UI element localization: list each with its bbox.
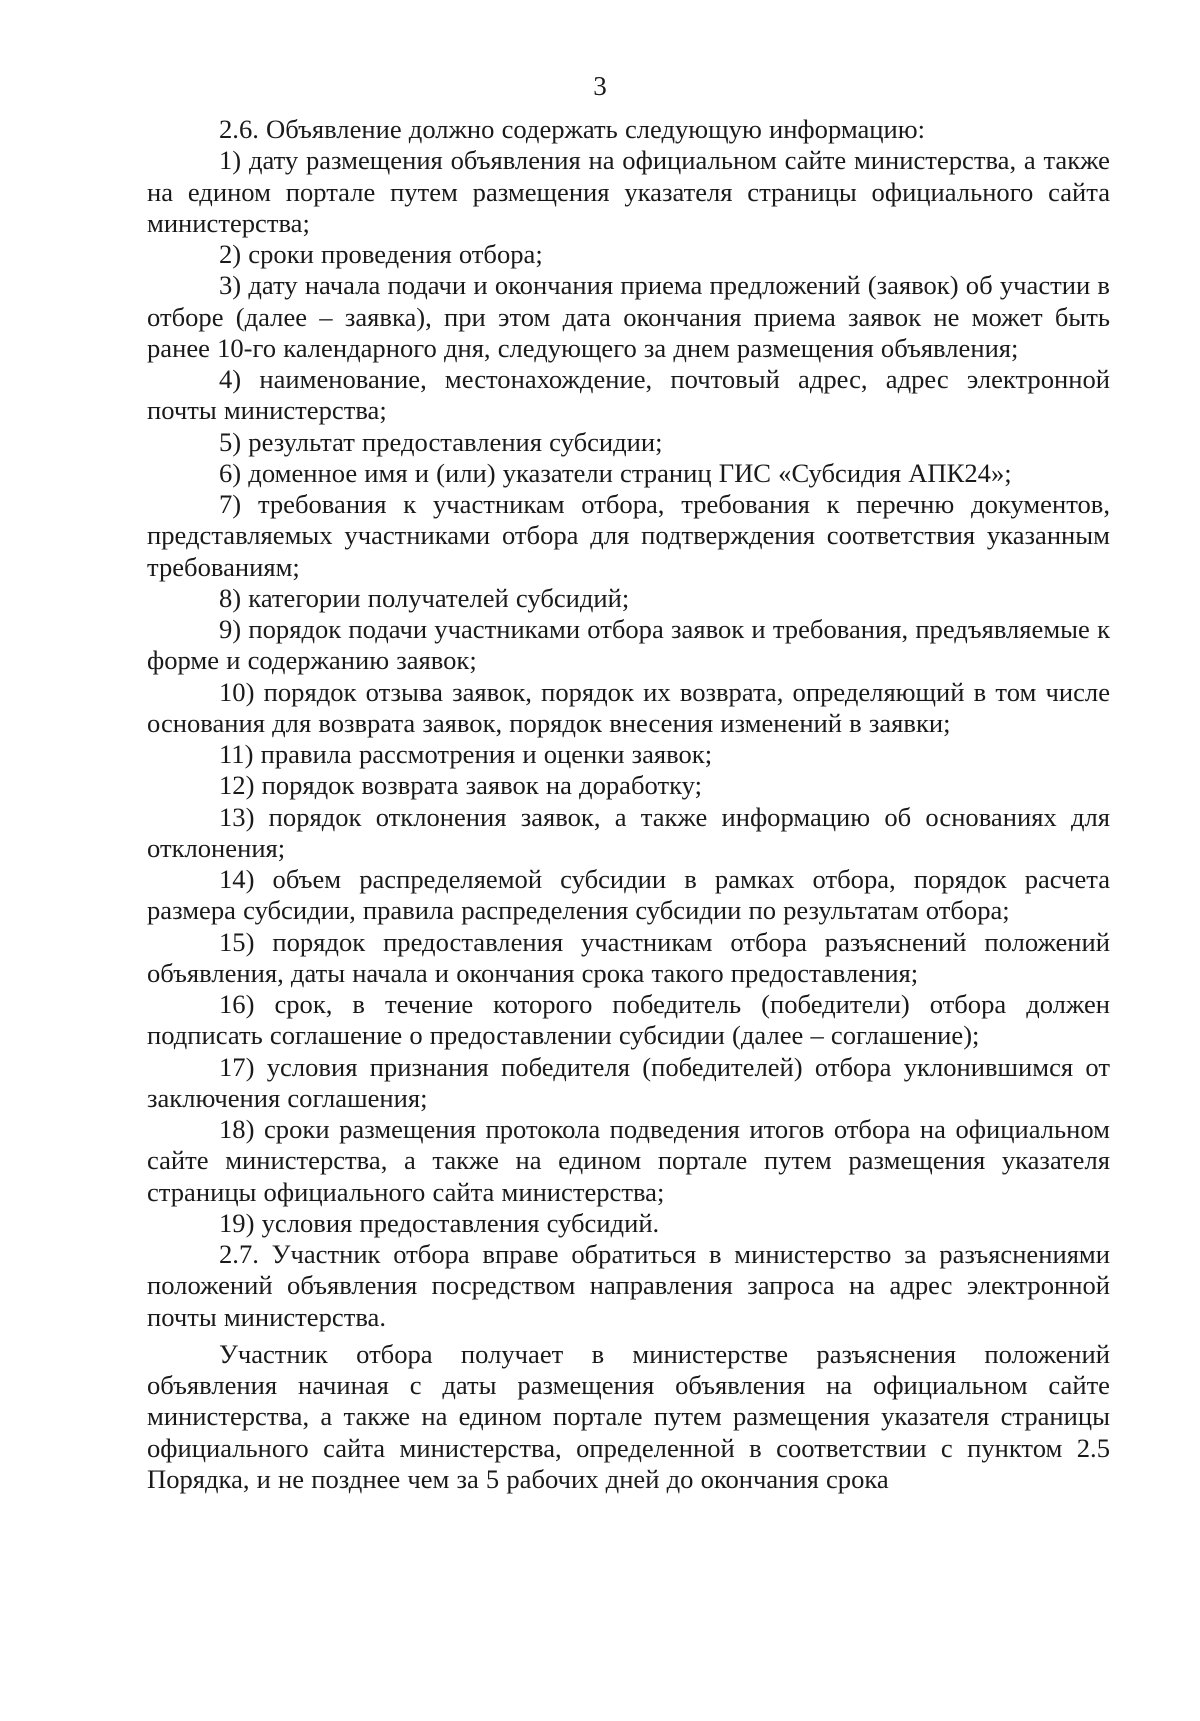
page-number: 3 xyxy=(593,71,607,101)
list-item-18: 18) сроки размещения протокола подведения итогов отбора на официальном сайте министерства, а также на едином портале путем размещения указателя страницы официального сайта министерства; xyxy=(147,1114,1110,1207)
list-item-15: 15) порядок предоставления участникам отбора разъяснений положений объявления, даты начала и окончания срока такого предоставления; xyxy=(147,926,1110,988)
list-item-3: 3) дату начала подачи и окончания приема предложений (заявок) об участии в отборе (далее – заявка), при этом дата окончания приема заявок не может быть ранее 10-го календарного дня, следующего за днем размещения объявления; xyxy=(147,270,1110,363)
list-item-17: 17) условия признания победителя (победителей) отбора уклонившимся от заключения соглашения; xyxy=(147,1051,1110,1113)
list-item-1: 1) дату размещения объявления на официальном сайте министерства, а также на едином портале путем размещения указателя страницы официального сайта министерства; xyxy=(147,145,1110,238)
list-item-5: 5) результат предоставления субсидии; xyxy=(219,426,663,457)
list-item-4: 4) наименование, местонахождение, почтовый адрес, адрес электронной почты министерства; xyxy=(147,364,1110,426)
list-item-7: 7) требования к участникам отбора, требования к перечню документов, представляемых участниками отбора для подтверждения соответствия указанным требованиям; xyxy=(147,489,1110,582)
list-item-10: 10) порядок отзыва заявок, порядок их возврата, определяющий в том числе основания для возврата заявок, порядок внесения изменений в заявки; xyxy=(147,676,1110,738)
list-item-8: 8) категории получателей субсидий; xyxy=(219,582,630,613)
paragraph-2-7: 2.7. Участник отбора вправе обратиться в министерство за разъяснениями положений объявления посредством направления запроса на адрес электронной почты министерства. xyxy=(147,1239,1110,1332)
paragraph-clarifications: Участник отбора получает в министерстве разъяснения положений объявления начиная с даты размещения объявления на официальном сайте министерства, а также на едином портале путем размещения указателя страницы официального сайта министерства, определенной в соответствии с пунктом 2.5 Порядка, и не позднее чем за 5 рабочих дней до окончания срока xyxy=(147,1338,1110,1494)
paragraph-2-6: 2.6. Объявление должно содержать следующую информацию: xyxy=(219,114,926,144)
list-item-6: 6) доменное имя и (или) указатели страниц ГИС «Субсидия АПК24»; xyxy=(219,457,1012,488)
list-item-9: 9) порядок подачи участниками отбора заявок и требования, предъявляемые к форме и содержанию заявок; xyxy=(147,614,1110,676)
document-body xyxy=(147,114,1110,1495)
list-item-11: 11) правила рассмотрения и оценки заявок; xyxy=(219,739,713,769)
list-item-12: 12) порядок возврата заявок на доработку; xyxy=(219,770,702,801)
list-item-14: 14) объем распределяемой субсидии в рамках отбора, порядок расчета размера субсидии, правила распределения субсидии по результатам отбора; xyxy=(147,864,1110,926)
list-item-16: 16) срок, в течение которого победитель (победители) отбора должен подписать соглашение о предоставлении субсидии (далее – соглашение); xyxy=(147,989,1110,1051)
list-item-19: 19) условия предоставления субсидий. xyxy=(219,1207,660,1238)
list-item-13: 13) порядок отклонения заявок, а также информацию об основаниях для отклонения; xyxy=(147,801,1110,863)
list-item-2: 2) сроки проведения отбора; xyxy=(219,239,543,269)
